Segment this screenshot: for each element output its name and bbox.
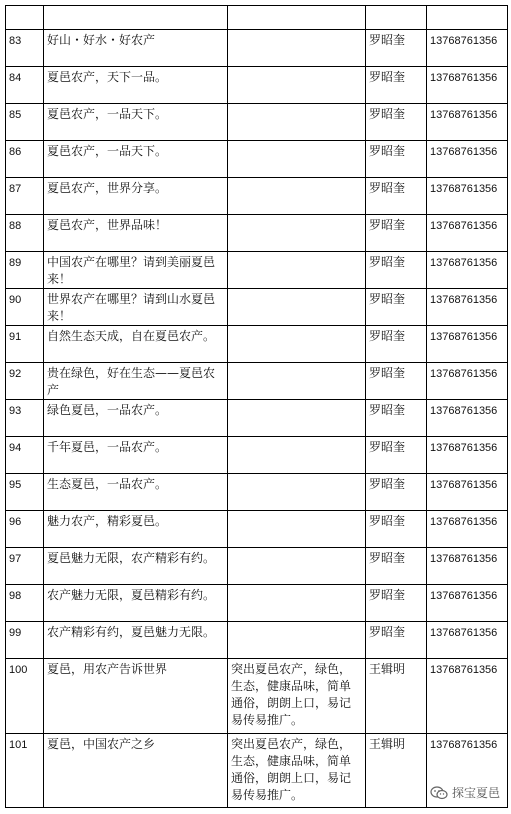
table-row: [6, 67, 508, 104]
cell-slogan: 好山・好水・好农产: [44, 30, 228, 67]
account-watermark: [427, 783, 503, 802]
cell-number: 97: [6, 548, 44, 585]
cell-note: [228, 178, 366, 215]
cell-slogan: 绿色夏邑，一品农产。: [44, 400, 228, 437]
wechat-icon: [430, 786, 448, 800]
cell-author: [366, 6, 427, 30]
cell-phone: 13768761356: [427, 548, 508, 585]
cell-number: 98: [6, 585, 44, 622]
table-row: [6, 511, 508, 548]
cell-note: [228, 215, 366, 252]
cell-note: [228, 585, 366, 622]
cell-note: [228, 6, 366, 30]
cell-phone: 13768761356: [427, 289, 508, 326]
cell-author: 罗昭奎: [366, 400, 427, 437]
table-row: [6, 400, 508, 437]
cell-author: 罗昭奎: [366, 252, 427, 289]
cell-author: 罗昭奎: [366, 511, 427, 548]
table-row: [6, 585, 508, 622]
cell-note: [228, 141, 366, 178]
cell-phone: 13768761356: [427, 400, 508, 437]
table-row: [6, 141, 508, 178]
cell-phone: 13768761356: [427, 659, 508, 734]
cell-number: 87: [6, 178, 44, 215]
cell-author: 罗昭奎: [366, 30, 427, 67]
cell-author: 罗昭奎: [366, 548, 427, 585]
cell-number: 84: [6, 67, 44, 104]
cell-slogan: 贵在绿色，好在生态——夏邑农产: [44, 363, 228, 400]
cell-author: 罗昭奎: [366, 104, 427, 141]
cell-note: [228, 289, 366, 326]
cell-number: 100: [6, 659, 44, 734]
cell-note: [228, 474, 366, 511]
cell-note: [228, 363, 366, 400]
cell-phone: 13768761356: [427, 104, 508, 141]
cell-phone: 13768761356: [427, 511, 508, 548]
cell-phone: 13768761356: [427, 215, 508, 252]
cell-phone: 13768761356: [427, 585, 508, 622]
cell-note: [228, 622, 366, 659]
table-row: [6, 622, 508, 659]
table-row: [6, 363, 508, 400]
cell-note: [228, 400, 366, 437]
table-body: [6, 6, 508, 808]
cell-author: 王辑明: [366, 734, 427, 808]
cell-slogan: 夏邑农产，天下一品。: [44, 67, 228, 104]
cell-note: [228, 548, 366, 585]
cell-number: [6, 6, 44, 30]
cell-phone: 13768761356: [427, 252, 508, 289]
cell-slogan: 夏邑农产，世界分享。: [44, 178, 228, 215]
slogan-table-sheet: [5, 5, 507, 808]
cell-slogan: 中国农产在哪里？请到美丽夏邑来！: [44, 252, 228, 289]
cell-author: 罗昭奎: [366, 215, 427, 252]
cell-note: [228, 437, 366, 474]
cell-number: 92: [6, 363, 44, 400]
cell-author: 罗昭奎: [366, 326, 427, 363]
cell-phone: 13768761356: [427, 622, 508, 659]
cell-slogan: 夏邑农产，一品天下。: [44, 104, 228, 141]
cell-slogan: 夏邑农产，一品天下。: [44, 141, 228, 178]
cell-note: [228, 326, 366, 363]
cell-slogan: [44, 6, 228, 30]
cell-number: 96: [6, 511, 44, 548]
cell-phone: [427, 6, 508, 30]
cell-note: [228, 252, 366, 289]
cell-author: 罗昭奎: [366, 178, 427, 215]
cell-slogan: 自然生态天成，自在夏邑农产。: [44, 326, 228, 363]
cell-number: 90: [6, 289, 44, 326]
cell-number: 101: [6, 734, 44, 808]
watermark-label: 探宝夏邑: [451, 786, 500, 800]
cell-phone: 13768761356: [427, 141, 508, 178]
cell-author: 罗昭奎: [366, 363, 427, 400]
table-row: [6, 104, 508, 141]
cell-slogan: 千年夏邑，一品农产。: [44, 437, 228, 474]
table-row: [6, 215, 508, 252]
cell-author: 罗昭奎: [366, 437, 427, 474]
cell-author: 罗昭奎: [366, 474, 427, 511]
table-row: [6, 437, 508, 474]
cell-number: 95: [6, 474, 44, 511]
cell-number: 83: [6, 30, 44, 67]
cell-phone: 13768761356: [427, 326, 508, 363]
cell-slogan: 世界农产在哪里？请到山水夏邑来！: [44, 289, 228, 326]
cell-slogan: 生态夏邑，一品农产。: [44, 474, 228, 511]
cell-author: 罗昭奎: [366, 141, 427, 178]
cell-number: 91: [6, 326, 44, 363]
cell-note: 突出夏邑农产，绿色，生态，健康品味，简单通俗，朗朗上口，易记易传易推广。: [228, 734, 366, 808]
slogan-table: [5, 5, 508, 808]
cell-number: 89: [6, 252, 44, 289]
cell-note: [228, 511, 366, 548]
cell-author: 罗昭奎: [366, 289, 427, 326]
cell-slogan: 夏邑，用农产告诉世界: [44, 659, 228, 734]
cell-slogan: 夏邑，中国农产之乡: [44, 734, 228, 808]
table-row: [6, 659, 508, 734]
cell-phone: 13768761356: [427, 67, 508, 104]
table-row: [6, 30, 508, 67]
cell-note: [228, 104, 366, 141]
cell-phone: 13768761356: [427, 178, 508, 215]
cell-number: 88: [6, 215, 44, 252]
cell-author: 罗昭奎: [366, 67, 427, 104]
cell-author: 罗昭奎: [366, 585, 427, 622]
cell-number: 86: [6, 141, 44, 178]
cell-number: 93: [6, 400, 44, 437]
cell-phone: 13768761356: [427, 734, 508, 808]
table-row: [6, 474, 508, 511]
cell-slogan: 夏邑魅力无限，农产精彩有约。: [44, 548, 228, 585]
cell-note: [228, 30, 366, 67]
table-row: [6, 252, 508, 289]
cell-phone: 13768761356: [427, 437, 508, 474]
cell-slogan: 魅力农产，精彩夏邑。: [44, 511, 228, 548]
table-row: [6, 289, 508, 326]
cell-note: [228, 67, 366, 104]
cell-slogan: 农产魅力无限，夏邑精彩有约。: [44, 585, 228, 622]
cell-phone: 13768761356: [427, 474, 508, 511]
cell-phone: 13768761356: [427, 30, 508, 67]
table-row: [6, 326, 508, 363]
cell-number: 94: [6, 437, 44, 474]
cell-author: 罗昭奎: [366, 622, 427, 659]
cell-number: 85: [6, 104, 44, 141]
cell-note: 突出夏邑农产，绿色，生态，健康品味，简单通俗，朗朗上口，易记易传易推广。: [228, 659, 366, 734]
cell-slogan: 夏邑农产，世界品味！: [44, 215, 228, 252]
cell-number: 99: [6, 622, 44, 659]
table-row: [6, 548, 508, 585]
cell-author: 王辑明: [366, 659, 427, 734]
table-row: [6, 178, 508, 215]
table-row: [6, 6, 508, 30]
cell-slogan: 农产精彩有约，夏邑魅力无限。: [44, 622, 228, 659]
cell-phone: 13768761356: [427, 363, 508, 400]
